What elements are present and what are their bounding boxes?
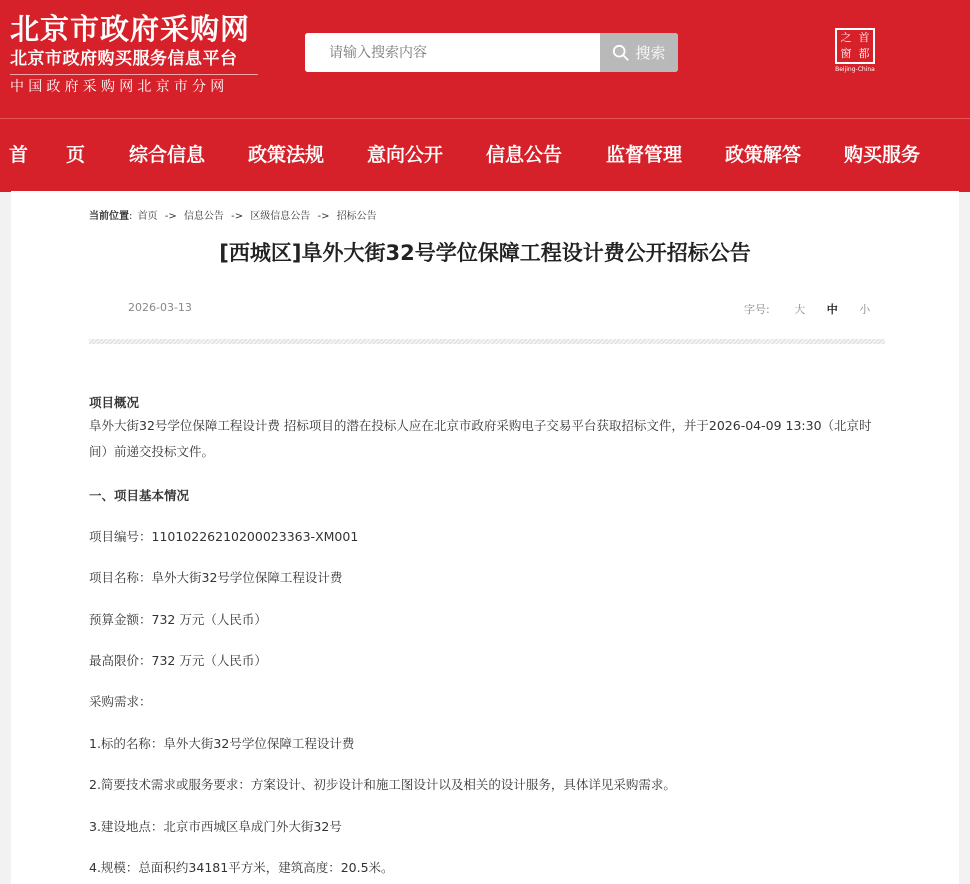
search-button-label: 搜索: [635, 44, 666, 62]
seal-char: 之: [840, 31, 852, 44]
site-header: [0, 0, 970, 118]
nav-item-home[interactable]: 首 页: [9, 144, 86, 166]
breadcrumb-label: 当前位置: [89, 211, 129, 222]
search-input[interactable]: [305, 33, 600, 72]
nav-item-supervision[interactable]: 监督管理: [606, 144, 683, 166]
logo-title: 北京市政府采购网: [10, 12, 251, 46]
seal-char: 窗: [840, 47, 852, 60]
construction-site: 3.建设地点：北京市西城区阜成门外大街32号: [89, 819, 342, 834]
logo-tagline: 中国政府采购网北京市分网: [10, 74, 258, 97]
font-size-label: 字号:: [744, 303, 770, 316]
breadcrumb-district[interactable]: 区级信息公告: [250, 211, 311, 222]
seal-caption: Beijing-China: [835, 66, 875, 73]
font-size-small[interactable]: 小: [859, 303, 871, 316]
project-number: 项目编号：11010226210200023363-XM001: [89, 529, 359, 544]
nav-item-policy-faq[interactable]: 政策解答: [725, 144, 802, 166]
breadcrumb-sep: ->: [317, 211, 330, 222]
breadcrumb-home[interactable]: 首页: [137, 211, 158, 222]
section-heading: 一、项目基本情况: [89, 488, 190, 503]
breadcrumb-sep: ->: [231, 211, 244, 222]
search-bar: [305, 33, 678, 72]
publish-date: 2026-03-13: [128, 301, 192, 314]
font-size-medium[interactable]: 中: [826, 303, 838, 316]
seal-box: [835, 28, 875, 64]
site-logo[interactable]: [10, 12, 258, 97]
technical-requirements: 2.简要技术需求或服务要求：方案设计、初步设计和施工图设计以及相关的设计服务，具体详见采购需求。: [89, 777, 676, 792]
font-size-large[interactable]: 大: [794, 303, 806, 316]
main-nav: [0, 118, 970, 192]
seal-char: 都: [858, 47, 870, 60]
nav-item-policy[interactable]: 政策法规: [248, 144, 325, 166]
divider: [89, 339, 885, 344]
nav-item-general-info[interactable]: 综合信息: [129, 144, 206, 166]
overview-text: 阜外大街32号学位保障工程设计费 招标项目的潜在投标人应在北京市政府采购电子交易平台获取招标文件，并于2026-04-09 13:30（北京时间）前递交投标文件。: [89, 418, 872, 459]
search-icon: [612, 44, 630, 62]
max-price: 最高限价：732 万元（人民币）: [89, 653, 267, 668]
capital-window-seal[interactable]: [833, 28, 877, 76]
search-button[interactable]: [600, 33, 678, 72]
project-scale: 4.规模：总面积约34181平方米，建筑高度：20.5米。: [89, 860, 394, 875]
article-title: [西城区]阜外大街32号学位保障工程设计费公开招标公告: [219, 241, 751, 265]
subject-name: 1.标的名称：阜外大街32号学位保障工程设计费: [89, 736, 355, 751]
procurement-needs: 采购需求：: [89, 694, 152, 709]
article-card: [11, 191, 959, 884]
seal-char: 首: [858, 31, 870, 44]
font-size-switcher: [744, 301, 879, 317]
nav-item-intention[interactable]: 意向公开: [367, 144, 444, 166]
breadcrumb-announcements[interactable]: 信息公告: [183, 211, 224, 222]
nav-item-announcements[interactable]: 信息公告: [486, 144, 563, 166]
breadcrumb-tender[interactable]: 招标公告: [336, 211, 377, 222]
breadcrumb-sep: ->: [164, 211, 177, 222]
project-name: 项目名称：阜外大街32号学位保障工程设计费: [89, 570, 343, 585]
overview-heading: 项目概况: [89, 395, 140, 410]
nav-item-purchase-services[interactable]: 购买服务: [844, 144, 921, 166]
breadcrumb: 当前位置: 首页 -> 信息公告 -> 区级信息公告 -> 招标公告: [89, 211, 377, 222]
budget-amount: 预算金额：732 万元（人民币）: [89, 612, 267, 627]
logo-subtitle: 北京市政府购买服务信息平台: [10, 49, 238, 69]
